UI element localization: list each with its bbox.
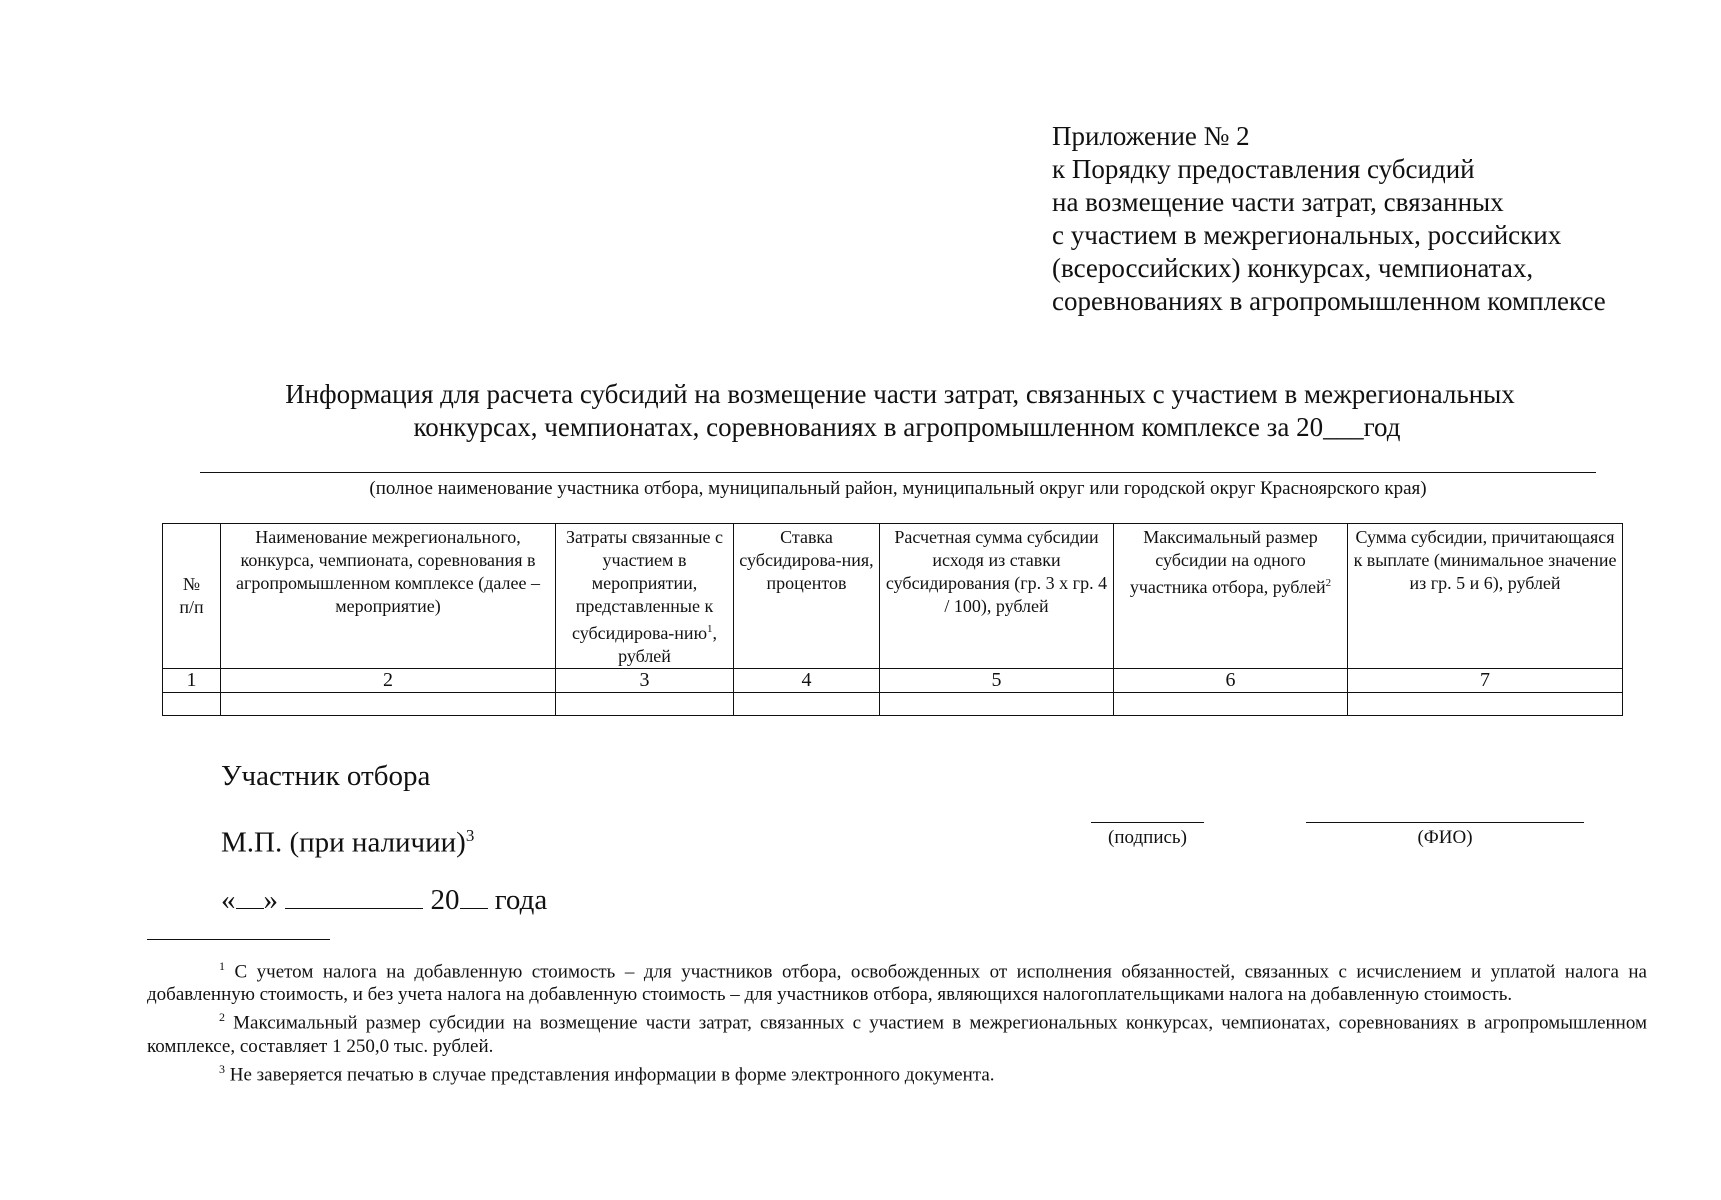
appendix-line: Приложение № 2 <box>1052 121 1250 151</box>
table-cell-empty[interactable] <box>880 693 1114 716</box>
table-cell-empty[interactable] <box>734 693 880 716</box>
signature-caption: (подпись) <box>1108 827 1187 848</box>
appendix-line: соревнованиях в агропромышленном комплексе <box>1052 286 1606 316</box>
stamp-label-block <box>221 826 474 860</box>
header-cell-number <box>163 524 221 669</box>
month-blank[interactable] <box>285 888 423 909</box>
footnote-1 <box>147 955 1647 1006</box>
participant-name-caption: (полное наименование участника отбора, муниципальный район, муниципальный округ или городской округ Красноярского края) <box>369 478 1427 499</box>
footnote-text: Не заверяется печатью в случае представления информации в форме электронного документа. <box>225 1063 995 1085</box>
column-number: 1 <box>163 669 221 693</box>
footnote-ref-2: 2 <box>1325 577 1332 589</box>
appendix-line: к Порядку предоставления субсидий <box>1052 154 1475 184</box>
footnote-2 <box>147 1006 1647 1057</box>
appendix-block <box>1052 120 1692 318</box>
title-line-2: конкурсах, чемпионатах, соревнованиях в агропромышленном комплексе за 20___год <box>413 412 1401 442</box>
participant-label: Участник отбора <box>221 760 431 792</box>
title-line-1: Информация для расчета субсидий на возмещение части затрат, связанных с участием в межрегиональных <box>285 379 1515 409</box>
footnote-separator <box>147 939 330 940</box>
column-number: 6 <box>1114 669 1348 693</box>
table-cell-empty[interactable] <box>556 693 734 716</box>
name-line[interactable] <box>1306 822 1584 823</box>
date-quote-close: » <box>263 884 278 916</box>
footnote-ref-1: 1 <box>707 623 713 635</box>
date-quote-open: « <box>221 884 236 916</box>
year-prefix: 20 <box>430 884 460 916</box>
date-line <box>221 884 547 917</box>
header-costs-text: Затраты связанные с участием в мероприятии, представленные к субсидирова-нию <box>565 527 724 643</box>
table-cell-empty[interactable] <box>1114 693 1348 716</box>
header-cell-maximum <box>1114 524 1348 669</box>
footnote-mark: 3 <box>219 1061 225 1076</box>
header-costs-suffix: , рублей <box>618 623 718 666</box>
header-cell-costs <box>556 524 734 669</box>
column-number: 3 <box>556 669 734 693</box>
signature-line[interactable] <box>1091 822 1204 823</box>
appendix-line: (всероссийских) конкурсах, чемпионатах, <box>1052 253 1534 283</box>
header-cell-calculated: Расчетная сумма субсидии исходя из ставки субсидирования (гр. 3 х гр. 4 / 100), рублей <box>880 524 1114 669</box>
footnote-mark: 2 <box>219 1010 225 1025</box>
stamp-label: М.П. (при наличии) <box>221 826 466 859</box>
year-blank[interactable] <box>460 888 488 909</box>
column-number-row <box>163 669 1623 693</box>
document-title <box>200 378 1600 444</box>
table-cell-empty[interactable] <box>163 693 221 716</box>
table-cell-empty[interactable] <box>1348 693 1623 716</box>
footnotes <box>147 955 1647 1086</box>
header-cell-event: Наименование межрегионального, конкурса, чемпионата, соревнования в агропромышленном комплексе (далее – мероприятие) <box>221 524 556 669</box>
column-number: 2 <box>221 669 556 693</box>
header-cell-payable: Сумма субсидии, причитающаяся к выплате (минимальное значение из гр. 5 и 6), рублей <box>1348 524 1623 669</box>
subsidy-table <box>162 523 1623 716</box>
column-number: 5 <box>880 669 1114 693</box>
column-number: 4 <box>734 669 880 693</box>
appendix-line: на возмещение части затрат, связанных <box>1052 187 1504 217</box>
header-cell-rate: Ставка субсидирова-ния, процентов <box>734 524 880 669</box>
appendix-line: с участием в межрегиональных, российских <box>1052 220 1562 250</box>
footnote-ref-3: 3 <box>465 826 475 845</box>
table-row <box>163 693 1623 716</box>
name-caption: (ФИО) <box>1417 827 1473 848</box>
footnote-text: Максимальный размер субсидии на возмещение части затрат, связанных с участием в межрегиональных конкурсах, чемпионатах, соревнованиях в агропромышленном комплексе, составляет 1 250,0 тыс. рублей. <box>147 1012 1647 1057</box>
footnote-text: С учетом налога на добавленную стоимость – для участников отбора, освобожденных от исполнения обязанностей, связанных с исчислением и уплатой налога на добавленную стоимость, и без учета налога на добавленную стоимость – для участников отбора, являющихся налогоплательщиками налога на добавленную стоимость. <box>147 961 1647 1006</box>
table-header-row <box>163 524 1623 669</box>
column-number: 7 <box>1348 669 1623 693</box>
footnote-mark: 1 <box>219 959 225 973</box>
header-maximum-text: Максимальный размер субсидии на одного участника отбора, рублей <box>1129 527 1326 597</box>
year-suffix: года <box>494 884 548 916</box>
participant-name-line[interactable] <box>200 472 1596 473</box>
header-number-text: № п/п <box>179 574 204 617</box>
day-blank[interactable] <box>236 888 264 909</box>
table-cell-empty[interactable] <box>221 693 556 716</box>
footnote-3 <box>147 1058 1647 1086</box>
